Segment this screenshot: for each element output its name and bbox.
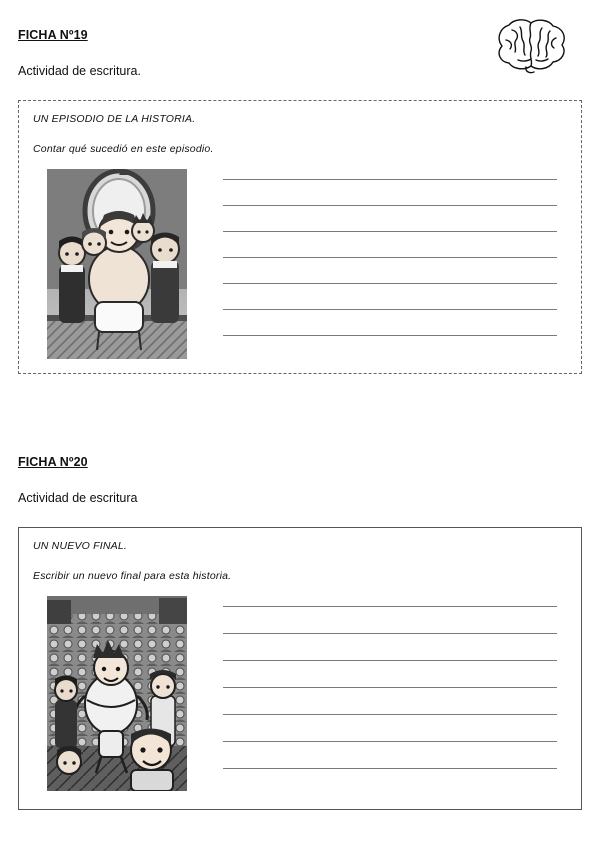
writing-line[interactable] [223,687,557,688]
writing-line[interactable] [223,768,557,769]
writing-line[interactable] [223,231,557,232]
writing-line[interactable] [223,606,557,607]
exercise-box [18,100,582,374]
exercise-instruction: Escribir un nuevo final para esta historia. [33,570,232,582]
exercise-body [33,169,567,359]
exercise-heading: UN NUEVO FINAL. [33,540,128,552]
writing-line[interactable] [223,179,557,180]
writing-line[interactable] [223,714,557,715]
exercise-box [18,527,582,810]
writing-line[interactable] [223,633,557,634]
exercise-body [33,596,567,795]
writing-line[interactable] [223,309,557,310]
activity-label: Actividad de escritura [18,491,138,505]
illustration-king-parade [47,596,187,791]
exercise-heading: UN EPISODIO DE LA HISTORIA. [33,113,196,125]
writing-lines[interactable] [223,606,567,795]
ficha-title: FICHA Nº19 [18,28,88,42]
writing-line[interactable] [223,741,557,742]
writing-lines[interactable] [223,179,567,336]
illustration-emperor-new-clothes [47,169,187,359]
ficha-section-20 [18,455,582,810]
exercise-instruction: Contar qué sucedió en este episodio. [33,143,214,155]
ficha-title: FICHA Nº20 [18,455,88,469]
writing-line[interactable] [223,257,557,258]
activity-label: Actividad de escritura. [18,64,141,78]
writing-line[interactable] [223,283,557,284]
writing-line[interactable] [223,205,557,206]
writing-line[interactable] [223,660,557,661]
ficha-section-19 [18,28,582,374]
writing-line[interactable] [223,335,557,336]
